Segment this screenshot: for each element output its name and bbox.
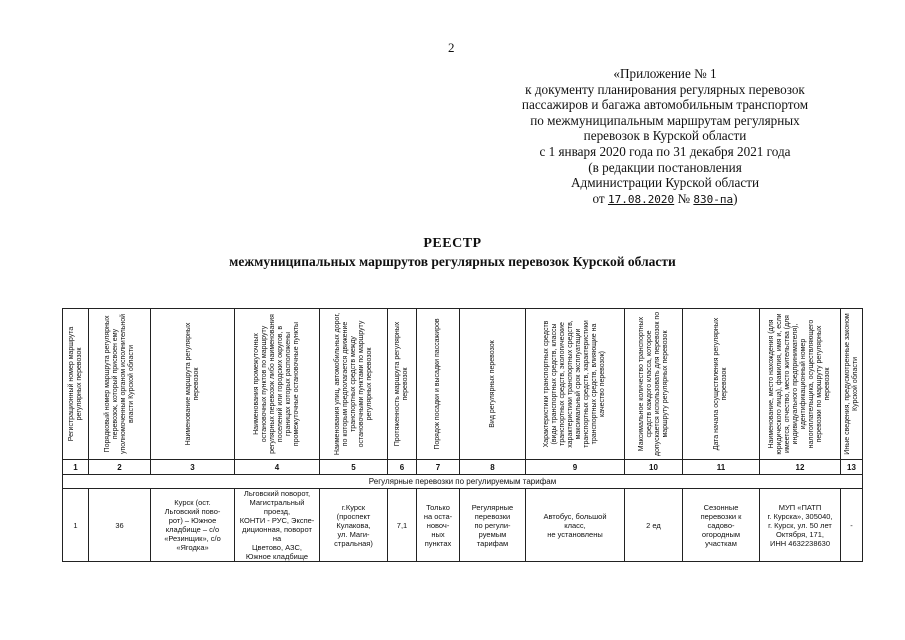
header-cell: Порядковый номер маршрута регулярных перевозок, который присвоен ему уполномоченным органом исполнительной власти Курской области [89,309,151,460]
table-cell: г.Курск (проспект Кулакова, ул. Маги- стральная) [320,489,388,562]
header-cell: Протяженность маршрута регулярных перевозок [388,309,417,460]
column-number: 11 [683,460,760,475]
header-cell: Характеристики транспортных средств (виды транспортных средств, классы транспортных средств, экологические характеристики транспортных средств, максимальный срок эксплуатации транспортных средств, характеристики транспортных средств, влияющие на качество перевозок) [526,309,625,460]
closing-paren: ) [733,190,738,206]
section-title: Регулярные перевозки по регулируемым тарифам [63,475,863,489]
table-cell: Курск (ост. Льговский пово- рот) – Южное кладбище – с/о «Резинщик», с/о «Ягодка» [151,489,235,562]
column-number: 6 [388,460,417,475]
column-number: 13 [841,460,863,475]
annex-line: Администрации Курской области [570,175,760,191]
column-number: 9 [526,460,625,475]
header-cell: Порядок посадки и высадки пассажиров [417,309,460,460]
table-cell: Сезонные перевозки к садово- огородным участкам [683,489,760,562]
column-number: 7 [417,460,460,475]
annex-block [520,66,810,207]
number-prefix: № [677,190,691,206]
resolution-date: 17.08.2020 [607,192,675,206]
header-cell: Дата начала осуществления регулярных перевозок [683,309,760,460]
table-cell: Только на оста- новоч- ных пунктах [417,489,460,562]
annex-line: пассажиров и багажа автомобильным транспортом [521,97,809,113]
table-row [63,489,863,562]
annex-date-line [520,191,810,208]
page-number: 2 [448,40,455,55]
header-cell: Регистрационный номер маршрута регулярных перевозок [63,309,89,460]
header-cell: Максимальное количество транспортных средств каждого класса, которое допускается использовать для перевозок по маршруту регулярных перевозок [625,309,683,460]
annex-line: по межмуниципальным маршрутам регулярных [530,112,800,128]
column-number-row [63,460,863,475]
column-number: 2 [89,460,151,475]
annex-line: «Приложение № 1 [613,66,717,81]
table-cell: 2 ед [625,489,683,562]
document-subtitle: межмуниципальных маршрутов регулярных перевозок Курской области [229,254,676,269]
table-cell: 1 [63,489,89,562]
resolution-number: 830-па [693,192,734,206]
table-cell: 7,1 [388,489,417,562]
column-number: 8 [460,460,526,475]
table-cell: МУП «ПАТП г. Курска», 305040, г. Курск, ул. 50 лет Октября, 171, ИНН 4632238630 [760,489,841,562]
column-number: 10 [625,460,683,475]
annex-line: с 1 января 2020 года по 31 декабря 2021 года [539,143,791,159]
header-cell: Наименование, место нахождения (для юридического лица), фамилия, имя и, если имеется, отчество, место жительства (для индивидуального предпринимателя), идентификационный номер налогоплательщика, осуществляющего перевозки по маршруту регулярных перевозок [760,309,841,460]
table-cell: - [841,489,863,562]
column-number: 12 [760,460,841,475]
annex-line: к документу планирования регулярных перевозок [525,81,805,97]
column-number: 4 [235,460,320,475]
header-row [63,309,863,460]
table-cell: Регулярные перевозки по регули- руемым тарифам [460,489,526,562]
document-title: РЕЕСТР [423,236,482,251]
annex-line: (в редакции постановления [588,159,742,175]
section-row [63,475,863,489]
column-number: 3 [151,460,235,475]
annex-line: перевозок в Курской области [583,128,747,144]
table-cell: Льговский поворот, Магистральный проезд, КОНТИ - РУС, Экспе- диционная, поворот на Цветово, АЗС, Южное кладбище [235,489,320,562]
header-cell: Наименование маршрута регулярных перевозок [151,309,235,460]
header-cell: Иные сведения, предусмотренные законом Курской области [841,309,863,460]
column-number: 5 [320,460,388,475]
header-cell: Наименования улиц, автомобильных дорог, по которым предполагается движение транспортных средств между остановочными пунктами по маршруту регулярных перевозок [320,309,388,460]
column-number: 1 [63,460,89,475]
header-cell: Наименования промежуточных остановочных пунктов по маршруту регулярных перевозок либо наименования поселений или городских округов, в границах которых расположены промежуточные остановочные пункты [235,309,320,460]
date-prefix: от [592,190,605,206]
table-cell: 36 [89,489,151,562]
header-cell: Вид регулярных перевозок [460,309,526,460]
registry-table [62,308,863,562]
table-cell: Автобус, большой класс, не установлены [526,489,625,562]
